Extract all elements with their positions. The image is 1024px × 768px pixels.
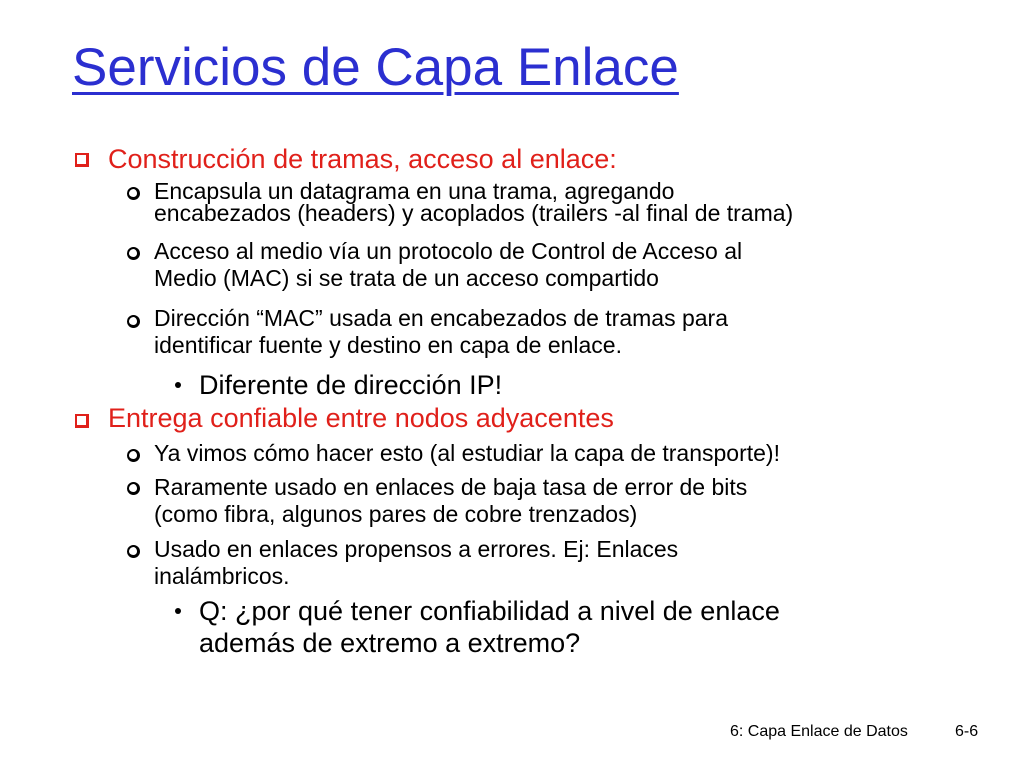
checkbox-bullet-icon: [75, 153, 89, 167]
sub-bullet-transport: Ya vimos cómo hacer esto (al estudiar la capa de transporte)!: [154, 440, 780, 466]
circle-bullet-icon: [127, 247, 140, 260]
sub-sub-bullet-question: Q: ¿por qué tener confiabilidad a nivel de enlace además de extremo a extremo?: [199, 596, 780, 658]
checkbox-bullet-icon: [75, 414, 89, 428]
dot-bullet-icon: [175, 608, 181, 614]
dot-bullet-icon: [175, 382, 181, 388]
sub-bullet-mac-access: Acceso al medio vía un protocolo de Control de Acceso al Medio (MAC) si se trata de un acceso compartido: [154, 238, 743, 291]
footer-page-number: 6-6: [955, 723, 979, 740]
circle-bullet-icon: [127, 449, 140, 462]
bullet-reliable-delivery: Entrega confiable entre nodos adyacentes: [108, 403, 614, 433]
sub-bullet-encapsulate: Encapsula un datagrama en una trama, agregando encabezados (headers) y acoplados (trailers -al final de trama): [154, 178, 794, 226]
circle-bullet-icon: [127, 482, 140, 495]
footer-chapter: 6: Capa Enlace de Datos: [730, 723, 908, 740]
circle-bullet-icon: [127, 315, 140, 328]
sub-sub-bullet-ip: Diferente de dirección IP!: [199, 370, 503, 400]
circle-bullet-icon: [127, 545, 140, 558]
sub-bullet-rarely-used: Raramente usado en enlaces de baja tasa de error de bits (como fibra, algunos pares de cobre trenzados): [154, 474, 748, 527]
bullet-framing: Construcción de tramas, acceso al enlace:: [108, 144, 617, 174]
sub-bullet-mac-address: Dirección “MAC” usada en encabezados de tramas para identificar fuente y destino en capa de enlace.: [154, 305, 729, 358]
sub-bullet-error-prone: Usado en enlaces propensos a errores. Ej: Enlaces inalámbricos.: [154, 536, 679, 589]
circle-bullet-icon: [127, 187, 140, 200]
slide-title: Servicios de Capa Enlace: [72, 38, 679, 97]
